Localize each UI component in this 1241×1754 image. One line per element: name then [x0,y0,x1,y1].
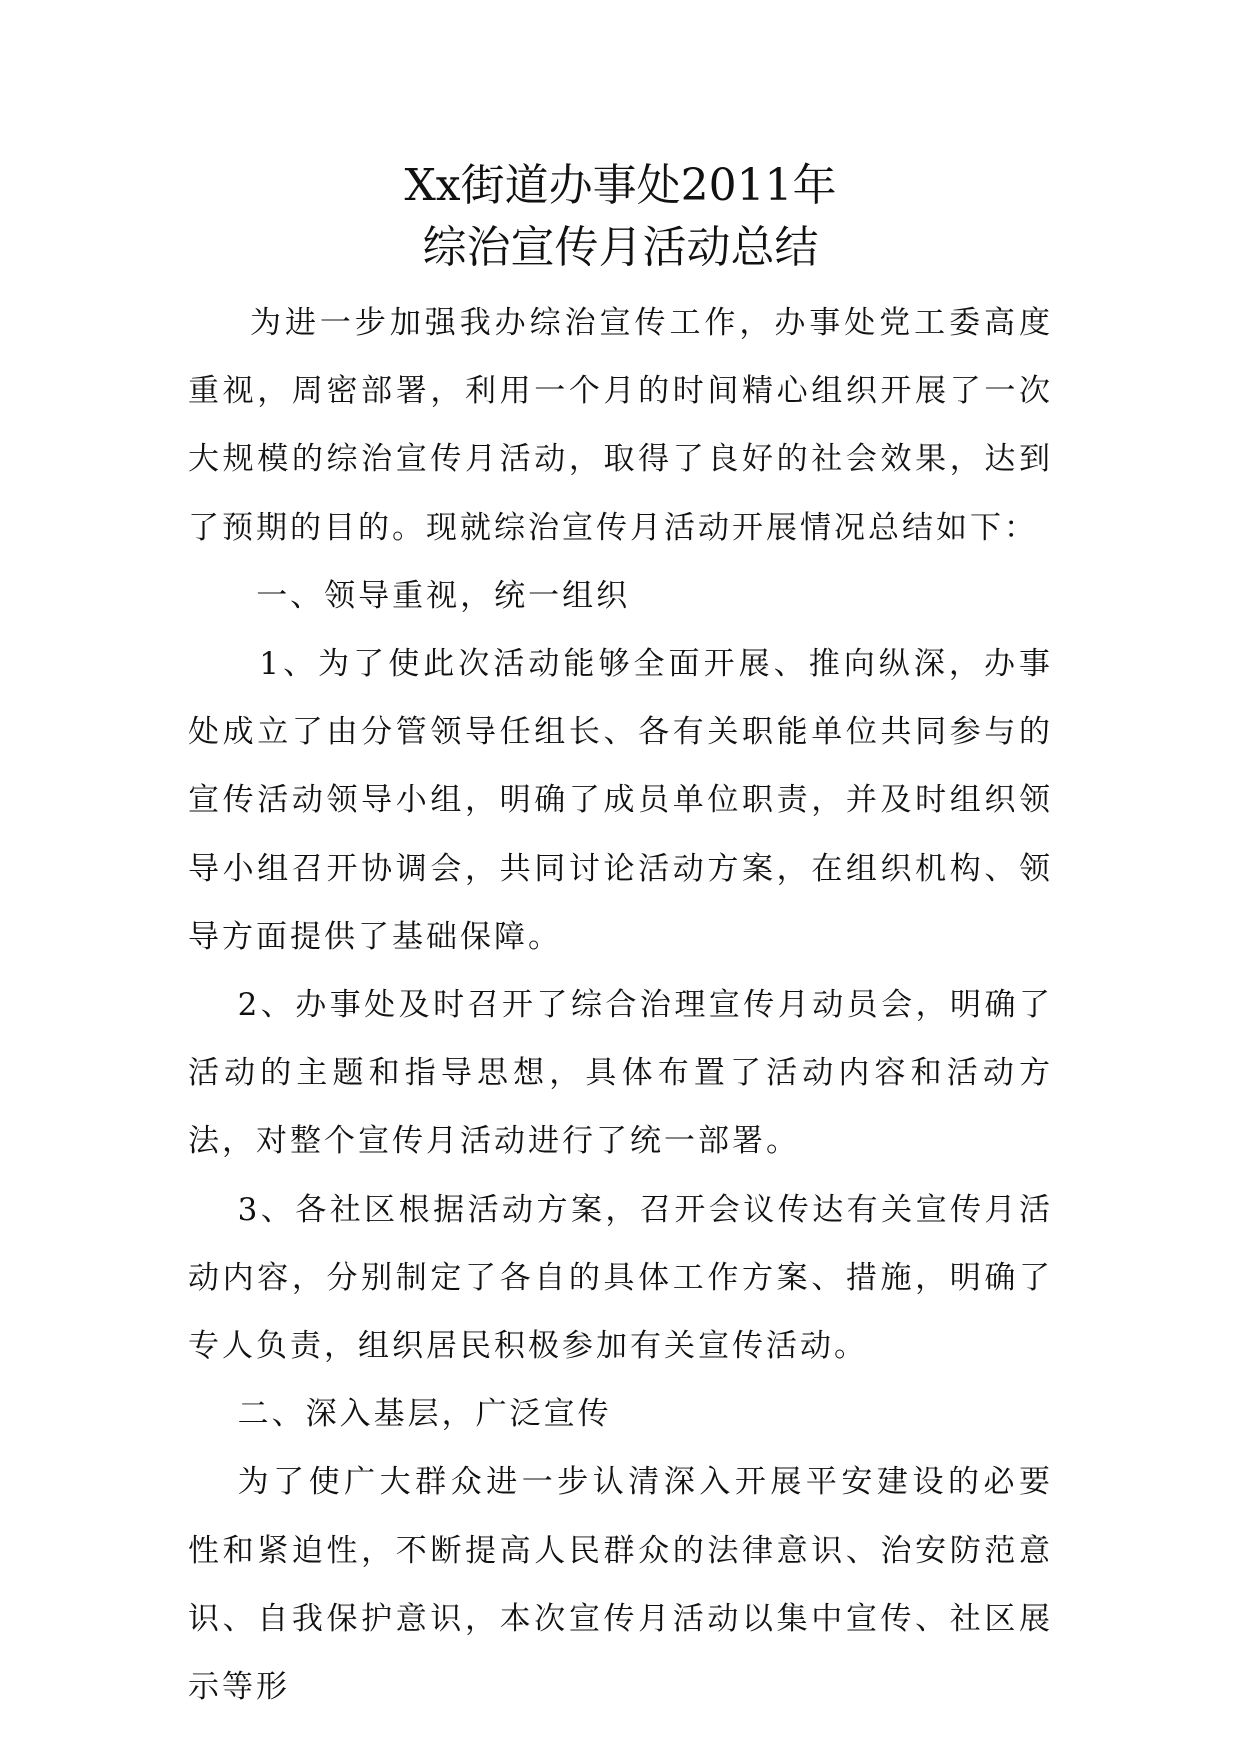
paragraph-item-2: 2、办事处及时召开了综合治理宣传月动员会，明确了活动的主题和指导思想，具体布置了活动内容和活动方法，对整个宣传月活动进行了统一部署。 [188,987,1053,1160]
section-2-paragraph: 为了使广大群众进一步认清深入开展平安建设的必要性和紧迫性，不断提高人民群众的法律意识、治安防范意识、自我保护意识，本次宣传月活动以集中宣传、社区展示等形 [188,1464,1053,1706]
paragraph-item-3: 3、各社区根据活动方案，召开会议传达有关宣传月活动内容，分别制定了各自的具体工作方案、措施，明确了专人负责，组织居民积极参加有关宣传活动。 [188,1191,1053,1365]
section-heading-1: 一、领导重视，统一组织 [256,577,631,614]
section-heading-2: 二、深入基层，广泛宣传 [237,1396,612,1433]
paragraph-item-1: 1、为了使此次活动能够全面开展、推向纵深，办事处成立了由分管领导任组长、各有关职能单位共同参与的宣传活动领导小组，明确了成员单位职责，并及时组织领导小组召开协调会，共同讨论活动方案，在组织机构、领导方面提供了基础保障。 [188,646,1053,955]
document-title-line-2: 综治宣传月活动总结 [422,222,819,273]
intro-paragraph: 为进一步加强我办综治宣传工作，办事处党工委高度重视，周密部署，利用一个月的时间精心组织开展了一次大规模的综治宣传月活动，取得了良好的社会效果，达到了预期的目的。现就综治宣传月活动开展情况总结如下： [188,305,1053,546]
document-title-line-1: Xx街道办事处2011年 [404,160,837,211]
document-body [188,289,1053,1721]
